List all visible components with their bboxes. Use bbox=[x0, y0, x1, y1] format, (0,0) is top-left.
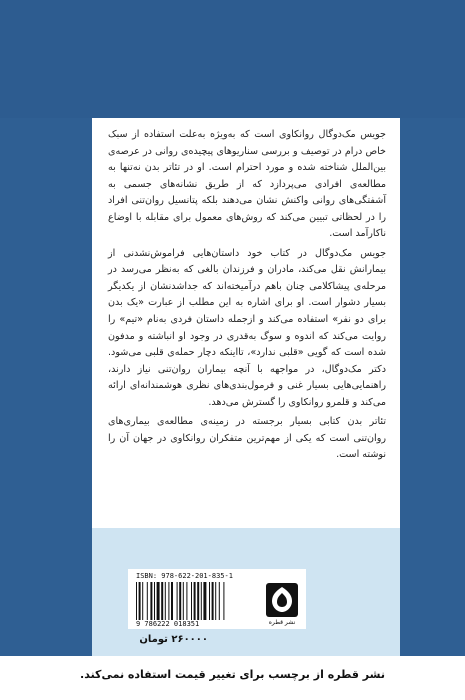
barcode-number: 9 786222 018351 bbox=[136, 620, 200, 628]
footer-strip bbox=[0, 656, 465, 700]
blurb-paragraph-2: جویس مک‌دوگال در کتاب خود داستان‌هایی فراموش‌نشدنی از بیمارانش نقل می‌کند، مادران و فرزندان بالغی که به‌نظر می‌رسد در مرحله‌ی پیشاکلامی چنان باهم درآمیخته‌اند که جداشدنشان از یکدیگر بسیار دشوار است. او برای اشاره به این مطلب از عبارت «یک بدن برای دو نفر» استفاده می‌کند و ازجمله داستان فردی به‌نام «تیم» را روایت می‌کند که اندوه و سوگ به‌قدری در وجود او انباشته و مدفون شده است که گویی «قلبی ندارد»، تااینکه دچار حمله‌ی قلبی می‌شود. دکتر مک‌دوگال، در مواجهه با آنچه بیماران روان‌تنی نیاز دارند، راهنمایی‌هایی بسیار غنی و فرمول‌بندی‌های نظری هوشمندانه‌ای ارائه می‌کند و قلمرو روانکاوی را گسترش می‌دهد. bbox=[108, 247, 386, 408]
barcode-bars bbox=[136, 582, 256, 620]
cover-background bbox=[0, 0, 465, 118]
publisher-logo-icon bbox=[266, 583, 298, 617]
blurb-paragraph-3: تئاتر بدن کتابی بسیار برجسته در زمینه‌ی مطالعه‌ی بیماری‌های روان‌تنی است که یکی از مهم‌ترین متفکران روانکاوی در جهان آن را نوشته است. bbox=[108, 416, 386, 461]
price-label: ۲۶۰۰۰۰ تومان bbox=[139, 634, 208, 645]
publisher-logo-text: نشر قطره bbox=[268, 619, 296, 626]
blurb-text bbox=[108, 127, 386, 467]
price-policy-note: نشر قطره از برچسب برای تغییر قیمت استفاده نمی‌کند. bbox=[80, 668, 385, 681]
barcode-label bbox=[128, 569, 306, 629]
blurb-paragraph-1: جویس مک‌دوگال روانکاوی است که به‌ویژه به‌علت استفاده از سبک خاص درام در توصیف و بررسی سناریوهای پیچیده‌ی روانی در عرصه‌ی بین‌الملل شناخته شده و مورد احترام است. او در تئاتر بدن نه‌تنها به مطالعه‌ی افرادی می‌پردازد که از طریق نشانه‌های جسمی به آشفتگی‌های روانی واکنش نشان می‌دهند بلکه پتانسیل روان‌تنی افراد را در لحظاتی تبیین می‌کند که روش‌های معمول برای مقابله با اوضاع ناکارآمد است. bbox=[108, 129, 386, 240]
isbn-text: ISBN: 978-622-201-835-1 bbox=[136, 572, 233, 580]
